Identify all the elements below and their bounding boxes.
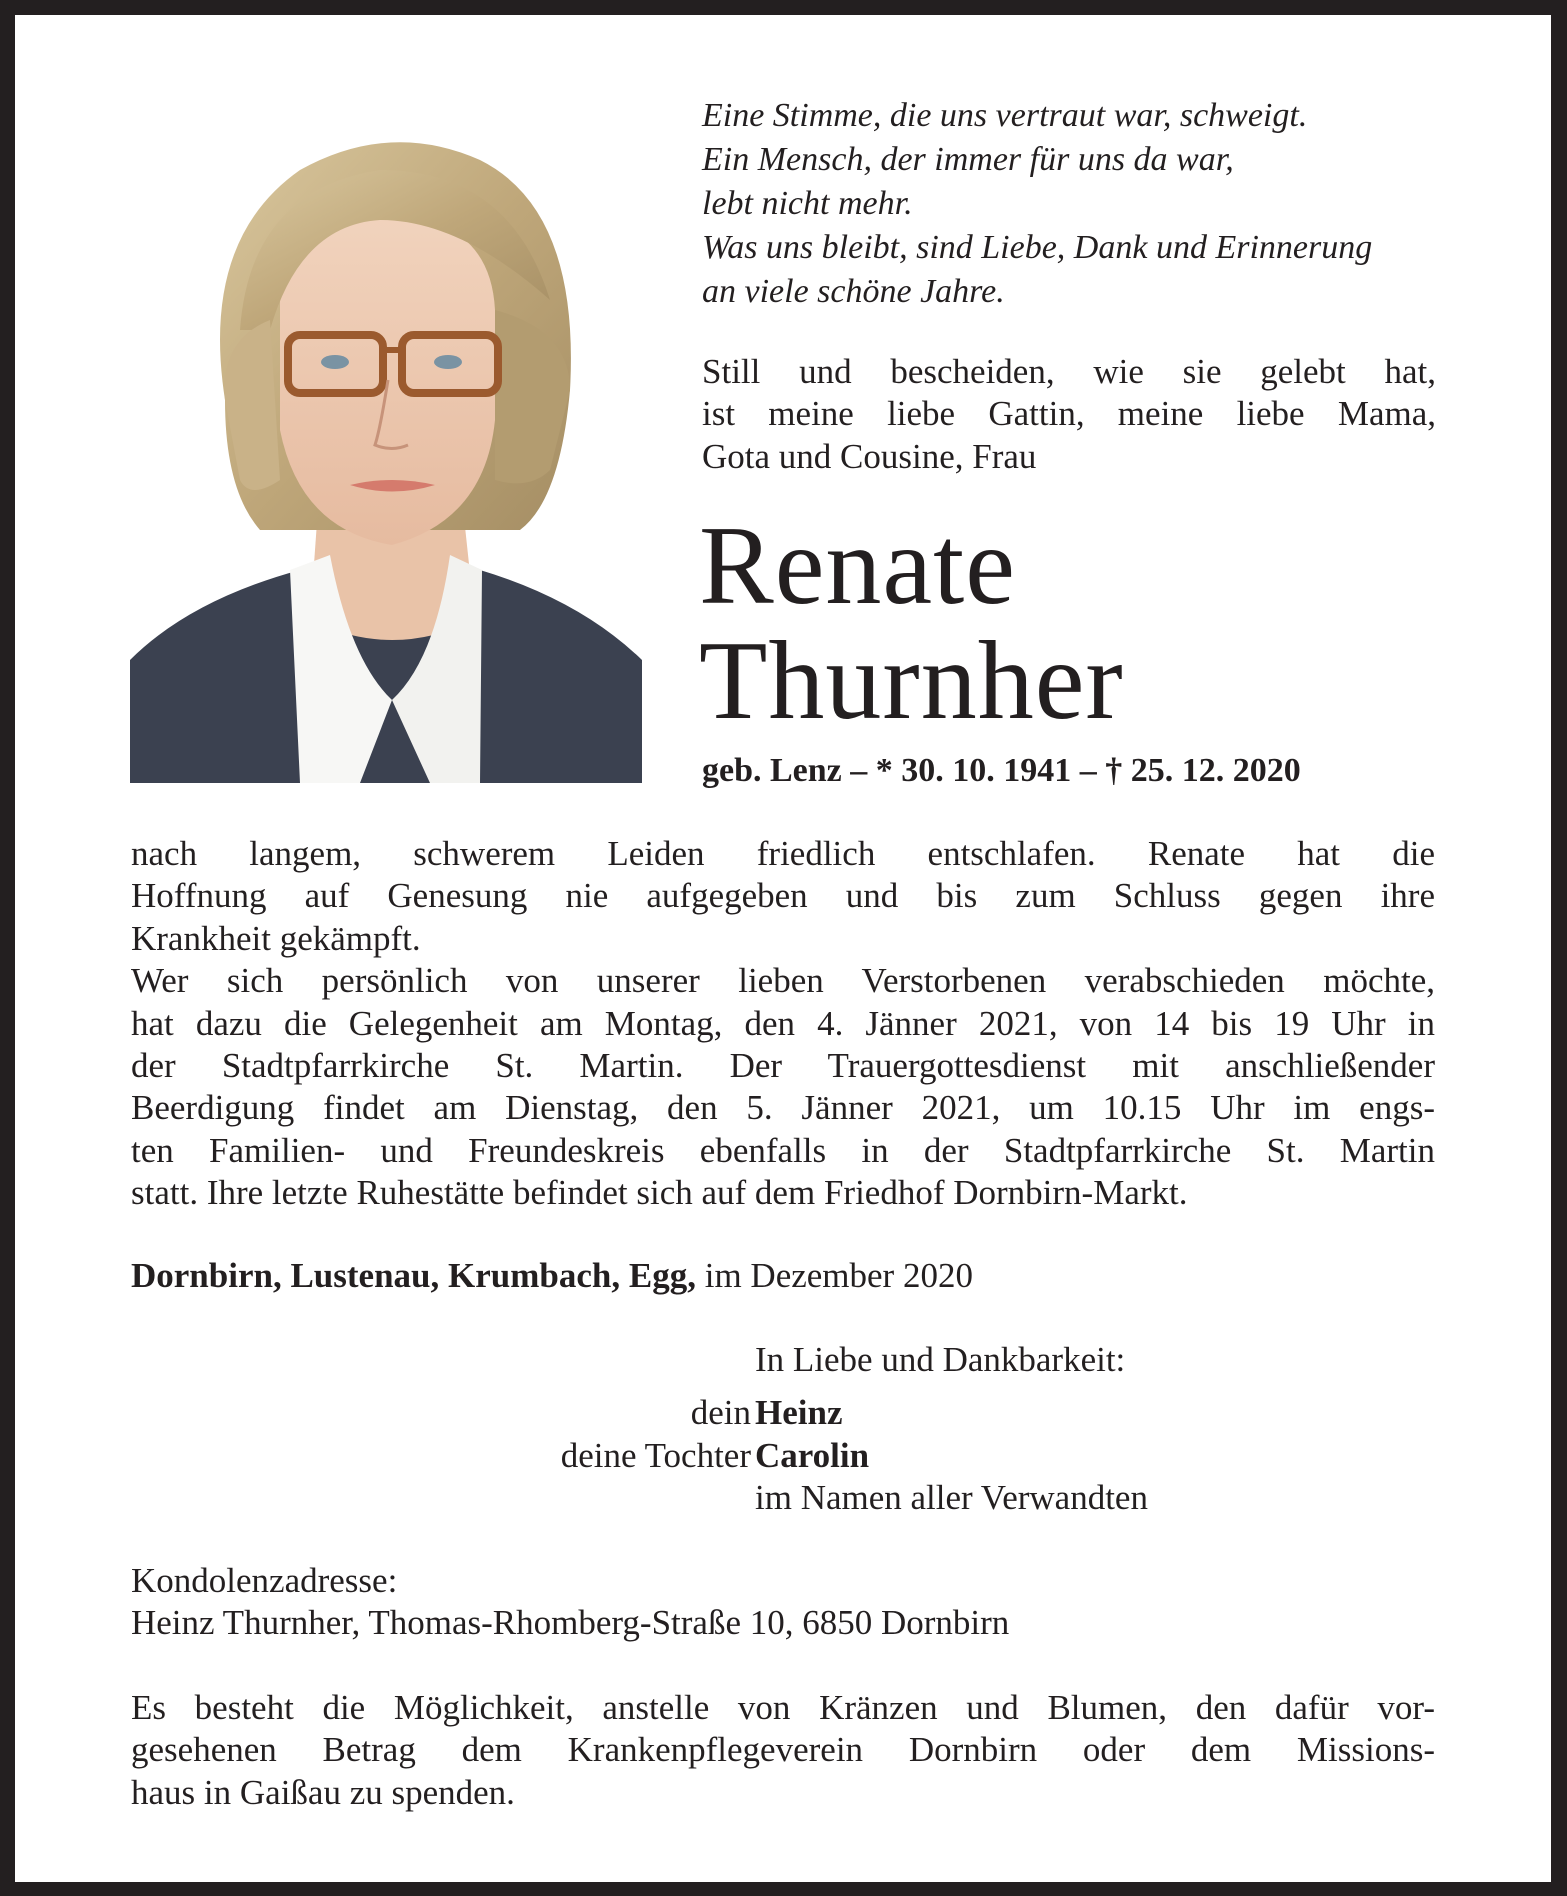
first-name: Renate (699, 504, 1016, 628)
condolence-label: Kondolenzadresse: (131, 1561, 398, 1600)
donation-note (131, 1687, 1435, 1814)
life-dates: geb. Lenz – * 30. 10. 1941 – † 25. 12. 2020 (702, 752, 1301, 789)
intro-text (702, 351, 1436, 478)
condolence-address (131, 1560, 1009, 1645)
intro-line: Gota und Cousine, Frau (702, 436, 1037, 476)
deceased-name (699, 504, 1124, 743)
poem (702, 94, 1372, 314)
body-line: Hoffnung auf Genesung nie aufgegeben und bis zum Schluss gegen ihre (131, 876, 1435, 916)
body-line: statt. Ihre letzte Ruhestätte befindet sich auf dem Friedhof Dornbirn-Markt. (131, 1173, 1188, 1213)
signature-relation: deine Tochter (560, 1436, 751, 1475)
signature-name: Carolin (755, 1436, 870, 1475)
portrait-photo (130, 100, 642, 783)
body-text (131, 833, 1435, 1215)
poem-line: an viele schöne Jahre. (702, 273, 1005, 310)
body-line: hat dazu die Gelegenheit am Montag, den 4. Jänner 2021, von 14 bis 19 Uhr in (131, 1003, 1435, 1043)
poem-line: lebt nicht mehr. (702, 185, 913, 222)
poem-line: Eine Stimme, die uns vertraut war, schweigt. (702, 97, 1308, 134)
poem-line: Was uns bleibt, sind Liebe, Dank und Erinnerung (702, 229, 1373, 266)
poem-line: Ein Mensch, der immer für uns da war, (702, 141, 1234, 178)
donation-line: haus in Gaißau zu spenden. (131, 1772, 515, 1812)
signature-name: Heinz (755, 1393, 843, 1432)
last-name: Thurnher (699, 619, 1124, 743)
body-line: der Stadtpfarrkirche St. Martin. Der Trauergottesdienst mit anschließender (131, 1046, 1435, 1086)
donation-line: gesehenen Betrag dem Krankenpflegeverein Dornbirn oder dem Missions- (131, 1730, 1435, 1770)
condolence-address-text: Heinz Thurnher, Thomas-Rhomberg-Straße 10, 6850 Dornbirn (131, 1603, 1010, 1643)
intro-line: ist meine liebe Gattin, meine liebe Mama, (702, 394, 1436, 434)
place-date-text: im Dezember 2020 (704, 1256, 973, 1295)
place-date (131, 1255, 973, 1297)
signature-footer: im Namen aller Verwandten (755, 1478, 1148, 1517)
portrait-image (130, 100, 642, 783)
obituary-notice (15, 15, 1551, 1882)
donation-line: Es besteht die Möglichkeit, anstelle von Kränzen und Blumen, den dafür vor- (131, 1688, 1435, 1727)
body-line: nach langem, schwerem Leiden friedlich entschlafen. Renate hat die (131, 834, 1435, 873)
body-line: ten Familien- und Freundeskreis ebenfalls in der Stadtpfarrkirche St. Martin (131, 1130, 1435, 1170)
intro-line: Still und bescheiden, wie sie gelebt hat, (702, 352, 1436, 391)
signature-heading: In Liebe und Dankbarkeit: (755, 1340, 1126, 1379)
body-line: Krankheit gekämpft. (131, 918, 421, 958)
body-line: Wer sich persönlich von unserer lieben Verstorbenen verabschieden möchte, (131, 961, 1435, 1001)
body-line: Beerdigung findet am Dienstag, den 5. Jänner 2021, um 10.15 Uhr im engs- (131, 1088, 1435, 1128)
place-towns: Dornbirn, Lustenau, Krumbach, Egg, (131, 1256, 696, 1295)
signature-relation: dein (690, 1393, 751, 1432)
